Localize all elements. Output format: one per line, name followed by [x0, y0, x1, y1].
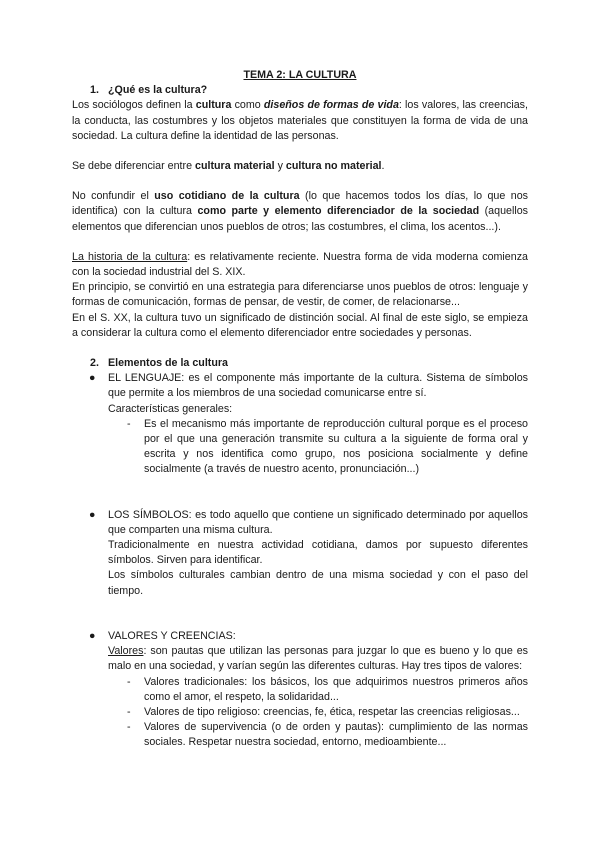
text-run-bold: cultura no material [285, 160, 382, 173]
section-1-number: 1. [90, 84, 99, 97]
bullet-simbolos [72, 508, 528, 599]
bullet-lenguaje-sub: Características generales: [108, 402, 233, 415]
bullet-simbolos-p2: Tradicionalmente en nuestra actividad cotidiana, damos por supuesto diferentes símbolos. Sirven para identificar. [108, 539, 528, 567]
text-run: (lo que hacemos todos los días, lo que nos identifica) con la cultura [72, 190, 528, 218]
dash-item-supervivencia [72, 720, 528, 750]
paragraph-siglo-xx: En el S. XX, la cultura tuvo un significado de distinción social. Al final de este siglo, se empieza a considerar la cultura como el elemento diferenciador entre sociedades y personas. [72, 311, 528, 339]
bullet-simbolos-p3: Los símbolos culturales cambian dentro de una misma sociedad y con el paso del tiempo. [108, 569, 528, 597]
bullet-lenguaje [72, 371, 528, 417]
bullet-dot-icon: ● [89, 372, 96, 385]
section-2-heading-text: Elementos de la cultura [108, 357, 228, 370]
document-page [72, 68, 528, 751]
text-run: Los sociólogos definen la [72, 99, 196, 112]
dash-item-text: Valores de supervivencia (o de orden y pautas): cumplimiento de las normas sociales. Respetar nuestra sociedad, entorno, medioambiente... [144, 721, 528, 749]
text-run-bold-italic: diseños de formas de vida [263, 99, 399, 112]
dash-item-text: Es el mecanismo más importante de reproducción cultural porque es el proceso por el que una generación transmite su cultura a la siguiente de forma oral y escrita y nos identifica como grupo, nos posiciona socialmente y define socialmente (a través de nuestro acento, pronunciación...) [144, 417, 528, 476]
dash-marker-icon: - [127, 417, 131, 430]
paragraph-historia [72, 250, 528, 280]
bullet-dot-icon: ● [89, 629, 96, 642]
text-run-bold: como parte y elemento diferenciador de la sociedad [197, 205, 480, 218]
bullet-simbolos-text: LOS SÍMBOLOS: es todo aquello que contiene un significado determinado por aquellos que comparten una misma cultura. [108, 508, 528, 536]
bullet-valores-text: VALORES Y CREENCIAS: [108, 629, 236, 642]
dash-item-religioso [72, 705, 528, 720]
bullet-valores [72, 629, 528, 675]
dash-item-tradicionales [72, 675, 528, 705]
paragraph-uso-cotidiano [72, 189, 528, 235]
text-run: : son pautas que utilizan las personas para juzgar lo que es bueno y lo que es malo en una sociedad, y varían según las diferentes culturas. Hay tres tipos de valores: [108, 645, 528, 673]
section-1-heading [72, 83, 528, 98]
bullet-dot-icon: ● [89, 508, 96, 521]
paragraph-principio: En principio, se convirtió en una estrategia para diferenciarse unos pueblos de otros: lenguaje y formas de comunicación, formas de pensar, de vestir, de comer, de relacionarse... [72, 281, 528, 309]
dash-marker-icon: - [127, 675, 131, 688]
text-run: como [231, 99, 264, 112]
dash-marker-icon: - [127, 705, 131, 718]
text-run: Se debe diferenciar entre [72, 160, 195, 173]
text-run-underlined: La historia de la cultura [72, 250, 188, 263]
text-run: (aquellos elementos que diferencian unos pueblos de otros; las costumbres, el clima, los acentos...). [72, 205, 528, 233]
text-run-bold: cultura material [195, 160, 275, 173]
text-run-bold: cultura [195, 99, 232, 112]
section-1-heading-text: ¿Qué es la cultura? [108, 84, 208, 97]
document-title: TEMA 2: LA CULTURA [243, 69, 357, 81]
dash-item-text: Valores tradicionales: los básicos, los que adquirimos nuestros primeros años como el amor, el respeto, la solidaridad... [144, 675, 528, 703]
text-run-underlined: Valores [108, 645, 144, 658]
section-2-number: 2. [90, 357, 99, 370]
text-run: : los valores, las creencias, la conducta, las costumbres y los objetos materiales que constituyen la forma de vida de una sociedad. La cultura define la identidad de las personas. [72, 99, 528, 142]
text-run: No confundir el [72, 190, 155, 203]
paragraph-definition [72, 98, 528, 144]
bullet-lenguaje-text: EL LENGUAJE: es el componente más importante de la cultura. Sistema de símbolos que permite a los miembros de una sociedad comunicarse entre sí. [108, 372, 528, 400]
text-run: . [381, 160, 385, 173]
text-run-bold: uso cotidiano de la cultura [154, 190, 300, 203]
text-run: : es relativamente reciente. Nuestra forma de vida moderna comienza con la sociedad industrial del S. XIX. [72, 250, 528, 279]
section-2-heading [72, 356, 528, 371]
dash-item-reproduccion [72, 417, 528, 478]
dash-item-text: Valores de tipo religioso: creencias, fe, ética, respetar las creencias religiosas... [144, 705, 520, 718]
dash-marker-icon: - [127, 721, 131, 734]
paragraph-material [72, 159, 528, 174]
text-run: y [274, 160, 286, 173]
bullet-valores-def [108, 644, 528, 674]
